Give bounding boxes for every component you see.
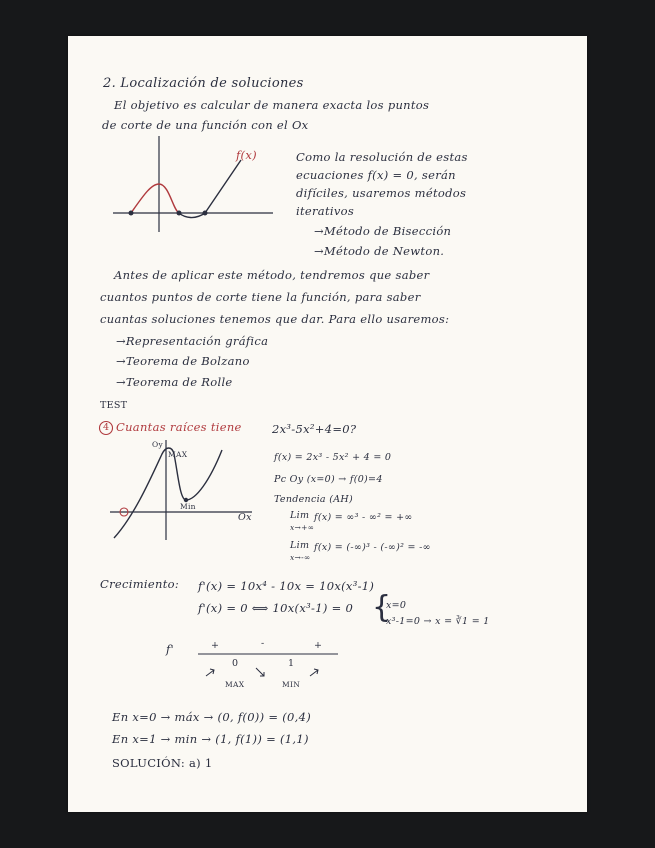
root-x1: x³-1=0 → x = ∛1 = 1	[386, 616, 490, 627]
sign-point-0: 0	[232, 658, 239, 669]
result-max: En x=0 → máx → (0, f(0)) = (0,4)	[112, 710, 311, 724]
limit-2-expr: f(x) = (-∞)³ - (-∞)² = -∞	[314, 542, 431, 553]
fig1-root-2	[177, 211, 182, 216]
fig1-text-3: difíciles, usaremos métodos	[296, 186, 467, 200]
sign-minus: -	[261, 638, 265, 649]
tool-rolle: →Teorema de Rolle	[116, 375, 233, 389]
sign-min-label: MIN	[282, 680, 301, 689]
sign-plus-1: +	[211, 640, 220, 651]
limit-1-sub: x→+∞	[290, 523, 315, 532]
limit-1-lim: Lim	[290, 510, 310, 521]
intro-line-2: de corte de una función con el Ox	[102, 118, 309, 132]
fig1-text-2: ecuaciones f(x) = 0, serán	[296, 168, 456, 182]
method-bisection: →Método de Bisección	[314, 224, 452, 238]
fig2-y-axis-label: Oy	[152, 440, 163, 449]
fig2-min-label: Min	[180, 502, 196, 511]
fig1-root-1	[129, 211, 134, 216]
fig2-curve	[114, 448, 222, 538]
fig1-curve-rise	[179, 160, 241, 218]
para2-line-1: Antes de aplicar este método, tendremos que saber	[114, 268, 430, 282]
fig2-max-label: MAX	[168, 450, 188, 459]
sign-chart-label: f'	[166, 642, 175, 656]
intro-line-1: El objetivo es calcular de manera exacta los puntos	[114, 98, 430, 112]
fig1-root-3	[203, 211, 208, 216]
sign-plus-2: +	[314, 640, 323, 651]
growth-label: Crecimiento:	[100, 577, 180, 591]
sign-point-1: 1	[288, 658, 295, 669]
para2-line-2: cuantos puntos de corte tiene la función, para saber	[100, 290, 421, 304]
limit-2-lim: Lim	[290, 540, 310, 551]
para2-line-3: cuantas soluciones tenemos que dar. Para ello usaremos:	[100, 312, 450, 326]
system-brace: {	[372, 590, 392, 625]
derivative: f'(x) = 10x⁴ - 10x = 10x(x³-1)	[198, 579, 375, 593]
notebook-page	[68, 36, 587, 812]
section-title: 2. Localización de soluciones	[103, 76, 304, 91]
root-x0: x=0	[386, 600, 407, 611]
limit-1-expr: f(x) = ∞³ - ∞² = +∞	[314, 512, 413, 523]
limit-2-sub: x→-∞	[290, 553, 311, 562]
derivative-zero: f'(x) = 0 ⟺ 10x(x³-1) = 0	[198, 601, 354, 615]
question-text: Cuantas raíces tiene	[116, 420, 242, 434]
tool-graphic: →Representación gráfica	[116, 334, 269, 348]
test-label: TEST	[100, 400, 128, 411]
fig2-x-axis-label: Ox	[238, 512, 252, 523]
arrow-down	[256, 668, 264, 676]
method-newton: →Método de Newton.	[314, 244, 445, 258]
y-intercept: Pc Oy (x=0) → f(0)=4	[274, 474, 383, 485]
sign-max-label: MAX	[225, 680, 245, 689]
question-equation: 2x³-5x²+4=0?	[272, 422, 357, 436]
solution: SOLUCIÓN: a) 1	[112, 756, 213, 770]
result-min: En x=1 → min → (1, f(1)) = (1,1)	[112, 732, 309, 746]
tendency-label: Tendencia (AH)	[274, 494, 353, 505]
question-number: 4	[103, 422, 110, 433]
fig1-text-1: Como la resolución de estas	[296, 150, 468, 164]
arrow-up-1	[206, 669, 214, 676]
fig1-curve-hump	[131, 184, 179, 213]
tool-bolzano: →Teorema de Bolzano	[116, 354, 250, 368]
arrow-up-2	[310, 669, 318, 676]
function-definition: f(x) = 2x³ - 5x² + 4 = 0	[274, 452, 392, 463]
fig1-label: f(x)	[236, 148, 257, 162]
fig1-text-4: iterativos	[296, 204, 355, 218]
